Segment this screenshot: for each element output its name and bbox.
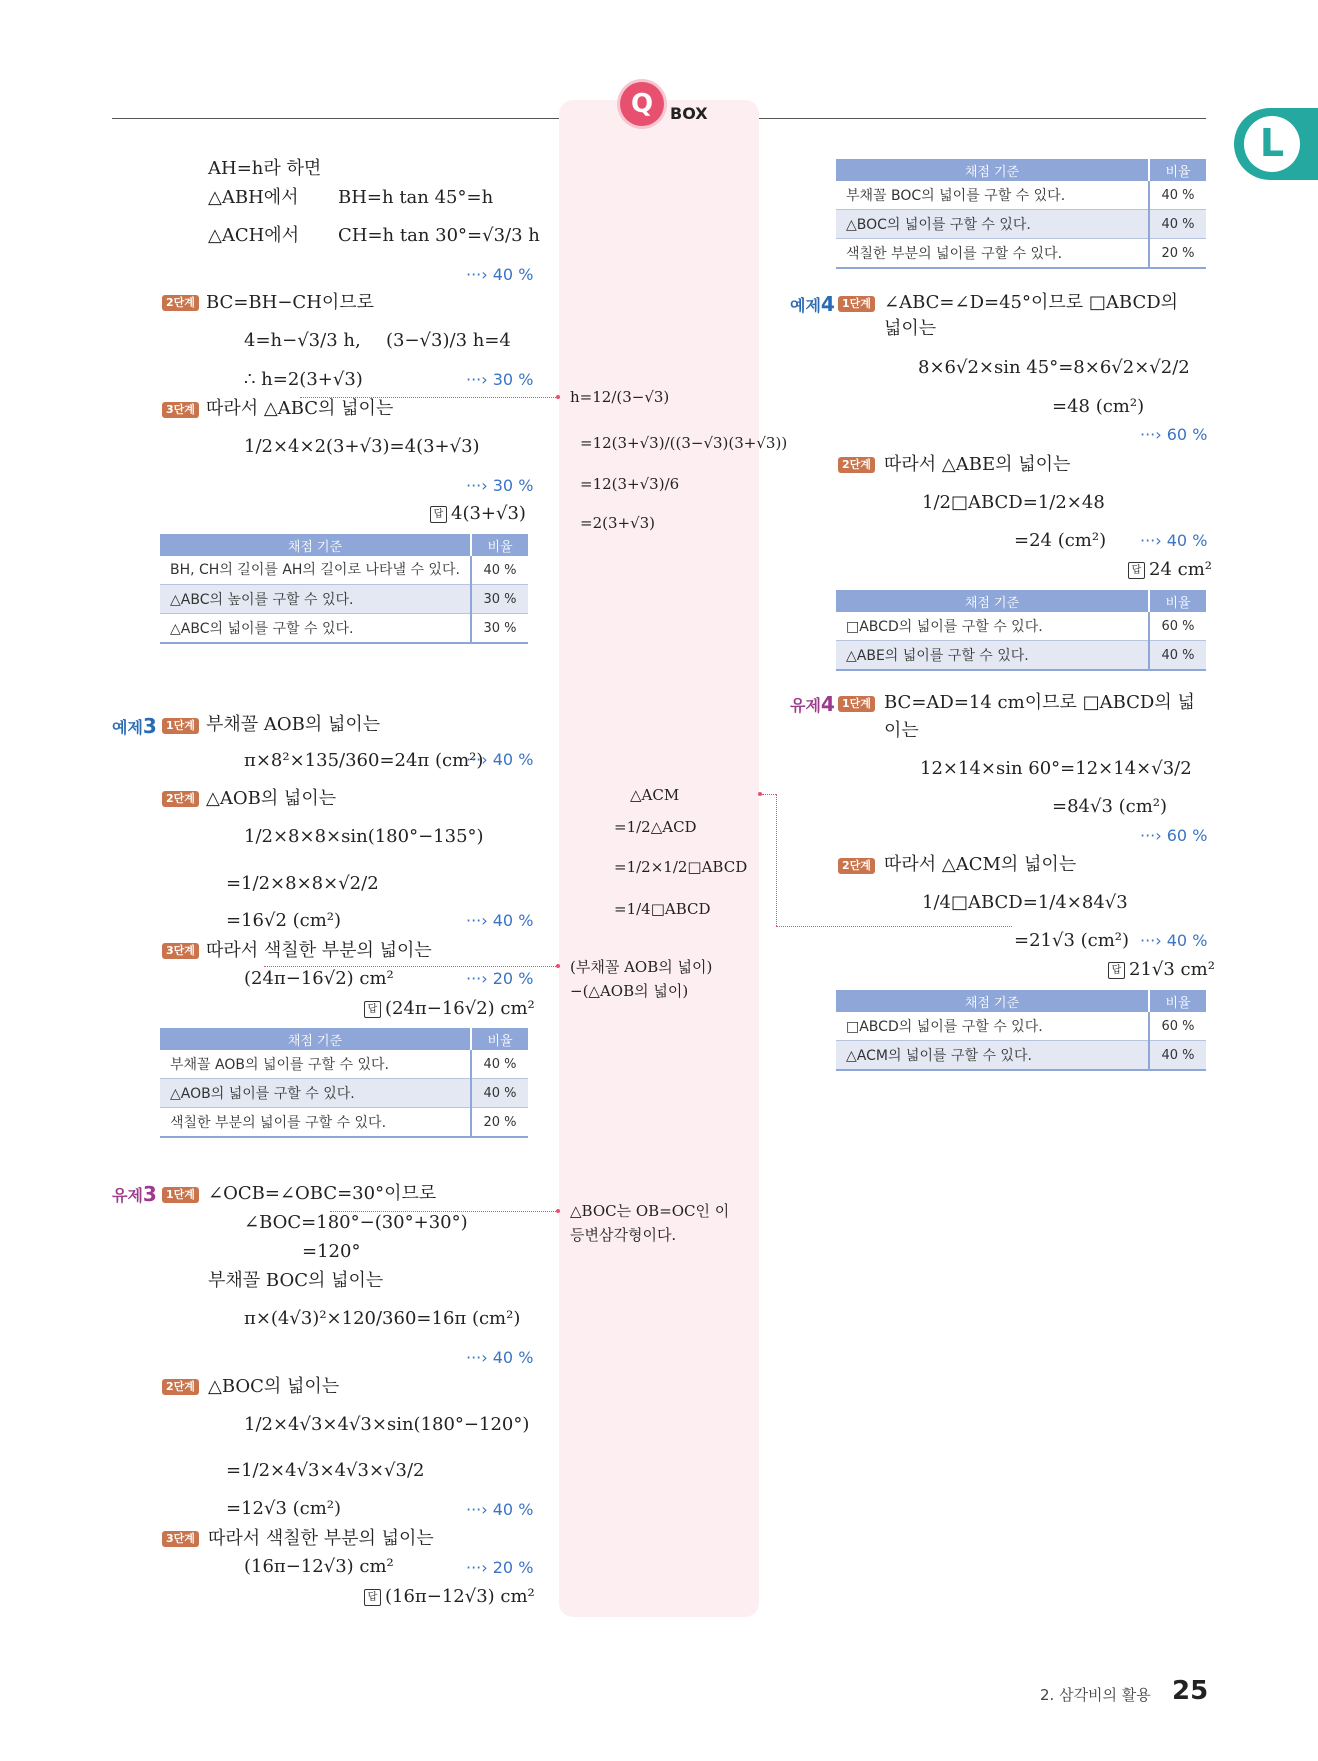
step-badge: 3단계 (162, 943, 199, 959)
box-note-line: =12(3+√3)/((3−√3)(3+√3)) (580, 434, 788, 452)
text-line: ∠ABC=∠D=45°이므로 □ABCD의 (884, 292, 1179, 313)
step-badge: 3단계 (162, 1531, 199, 1547)
text-line: =84√3 (cm²) (1052, 796, 1168, 817)
step-badge: 2단계 (838, 858, 875, 874)
text-line: 4=h−√3/3 h, (244, 330, 361, 351)
percent-label: ···› 40 % (466, 911, 534, 930)
text-line: 따라서 색칠한 부분의 넓이는 (208, 1528, 434, 1549)
table-cell: 부채꼴 BOC의 넓이를 구할 수 있다. (836, 181, 1149, 210)
text-line: =1/2×4√3×4√3×√3/2 (226, 1460, 425, 1481)
criteria-table-5 (836, 990, 1206, 1071)
answer-line (430, 503, 526, 525)
example-tag-number: 3 (142, 1182, 157, 1206)
text-line: 따라서 △ACM의 넓이는 (884, 854, 1077, 875)
text-line: BC=AD=14 cm이므로 □ABCD의 넓 (884, 692, 1195, 713)
text-line: BH=h tan 45°=h (338, 187, 494, 208)
step-badge: 3단계 (162, 402, 199, 418)
q-badge: Q (620, 82, 664, 126)
text-line: (3−√3)/3 h=4 (386, 330, 511, 351)
table-cell: 60 % (1149, 1012, 1206, 1041)
step-badge: 2단계 (162, 791, 199, 807)
step-badge: 2단계 (838, 457, 875, 473)
connector-line (300, 397, 558, 398)
text-line: △ABH에서 (208, 187, 299, 208)
example-tag (790, 692, 835, 716)
table-cell: 30 % (471, 585, 528, 614)
connector-line (330, 1211, 558, 1212)
text-line: 부채꼴 BOC의 넓이는 (208, 1270, 384, 1291)
text-line: =1/2×8×8×√2/2 (226, 873, 379, 894)
step-badge: 1단계 (838, 696, 875, 712)
answer-icon: 답 (1108, 962, 1125, 979)
box-note-line: =12(3+√3)/6 (580, 475, 680, 493)
text-line: △ACH에서 (208, 225, 300, 246)
text-line: π×(4√3)²×120/360=16π (cm²) (244, 1308, 521, 1329)
table-header: 비율 (471, 534, 528, 556)
table-header: 비율 (471, 1028, 528, 1050)
box-note-line: =1/4□ABCD (614, 900, 711, 918)
percent-label: ···› 60 % (1140, 425, 1208, 444)
table-header: 비율 (1149, 590, 1206, 612)
text-line: =12√3 (cm²) (226, 1498, 342, 1519)
text-line: 12×14×sin 60°=12×14×√3/2 (920, 758, 1192, 779)
text-line: 따라서 △ABE의 넓이는 (884, 454, 1071, 475)
percent-label: ···› 60 % (1140, 826, 1208, 845)
connector-dot (556, 1209, 560, 1213)
table-cell: 40 % (1149, 181, 1206, 210)
percent-label: ···› 20 % (466, 969, 534, 988)
percent-label: ···› 40 % (466, 1500, 534, 1519)
table-cell: □ABCD의 넓이를 구할 수 있다. (836, 612, 1149, 641)
box-note-line: △ACM (630, 786, 680, 804)
criteria-table-1 (160, 534, 528, 644)
step-badge: 2단계 (162, 295, 199, 311)
box-note-line: h=12/(3−√3) (570, 388, 670, 406)
text-line: 이는 (884, 720, 919, 741)
text-line: AH=h라 하면 (208, 158, 322, 179)
criteria-table-4 (836, 590, 1206, 671)
example-tag (112, 1182, 157, 1206)
box-note-line: =1/2△ACD (614, 818, 697, 836)
text-line: 부채꼴 AOB의 넓이는 (206, 714, 381, 735)
table-cell: □ABCD의 넓이를 구할 수 있다. (836, 1012, 1149, 1041)
table-cell: △ABC의 높이를 구할 수 있다. (160, 585, 471, 614)
box-note-line: =1/2×1/2□ABCD (614, 858, 748, 876)
example-tag-prefix: 예제 (790, 296, 821, 315)
percent-label: ···› 30 % (466, 370, 534, 389)
connector-line (762, 794, 776, 795)
answer-text: 24 cm² (1149, 559, 1212, 580)
text-line: (16π−12√3) cm² (244, 1556, 394, 1577)
text-line: 1/2□ABCD=1/2×48 (922, 492, 1105, 513)
table-cell: △BOC의 넓이를 구할 수 있다. (836, 210, 1149, 239)
table-cell: 30 % (471, 614, 528, 644)
step-badge: 1단계 (162, 718, 199, 734)
table-header: 채점 기준 (836, 590, 1149, 612)
percent-label: ···› 40 % (1140, 531, 1208, 550)
text-line: ∠BOC=180°−(30°+30°) (244, 1212, 468, 1233)
text-line: 1/2×8×8×sin(180°−135°) (244, 826, 484, 847)
example-tag-number: 3 (142, 714, 157, 738)
table-cell: 40 % (471, 1079, 528, 1108)
connector-line (776, 794, 777, 926)
table-cell: △ACM의 넓이를 구할 수 있다. (836, 1041, 1149, 1071)
box-note-line: −(△AOB의 넓이) (570, 982, 689, 1000)
answer-line (1128, 559, 1212, 581)
text-line: BC=BH−CH이므로 (206, 292, 375, 313)
box-label: BOX (670, 104, 708, 123)
footer-chapter: 2. 삼각비의 활용 (1040, 1686, 1151, 1704)
table-cell: 색칠한 부분의 넓이를 구할 수 있다. (160, 1108, 471, 1138)
table-cell: 40 % (1149, 210, 1206, 239)
text-line: 1/2×4√3×4√3×sin(180°−120°) (244, 1414, 530, 1435)
table-cell: 부채꼴 AOB의 넓이를 구할 수 있다. (160, 1050, 471, 1079)
text-line: △BOC의 넓이는 (208, 1376, 340, 1397)
table-cell: 40 % (1149, 641, 1206, 671)
answer-line (364, 998, 535, 1020)
example-tag (790, 292, 835, 316)
percent-label: ···› 20 % (466, 1558, 534, 1577)
text-line: CH=h tan 30°=√3/3 h (338, 225, 540, 246)
percent-label: ···› 30 % (466, 476, 534, 495)
table-header: 채점 기준 (836, 990, 1149, 1012)
example-tag-number: 4 (820, 292, 835, 316)
text-line: 따라서 색칠한 부분의 넓이는 (206, 940, 432, 961)
table-header: 채점 기준 (160, 1028, 471, 1050)
table-header: 채점 기준 (836, 159, 1149, 181)
answer-icon: 답 (1128, 562, 1145, 579)
connector-line (776, 926, 1012, 927)
text-line: △AOB의 넓이는 (206, 788, 337, 809)
answer-icon: 답 (364, 1001, 381, 1018)
box-note-line: △BOC는 OB=OC인 이 (570, 1202, 730, 1220)
step-badge: 1단계 (162, 1187, 199, 1203)
page-number: 25 (1172, 1676, 1209, 1706)
criteria-table-2 (160, 1028, 528, 1138)
table-header: 채점 기준 (160, 534, 471, 556)
text-line: π×8²×135/360=24π (cm²) (244, 750, 484, 771)
table-cell: 40 % (1149, 1041, 1206, 1071)
percent-label: ···› 40 % (466, 265, 534, 284)
table-header: 비율 (1149, 990, 1206, 1012)
table-header: 비율 (1149, 159, 1206, 181)
box-note-line: 등변삼각형이다. (570, 1226, 677, 1244)
header-rule-left (112, 118, 560, 119)
table-cell: 40 % (471, 556, 528, 585)
answer-text: (16π−12√3) cm² (385, 1586, 535, 1607)
table-cell: △AOB의 넓이를 구할 수 있다. (160, 1079, 471, 1108)
example-tag-number: 4 (820, 692, 835, 716)
example-tag-prefix: 유제 (112, 1186, 143, 1205)
table-cell: 40 % (471, 1050, 528, 1079)
step-badge: 2단계 (162, 1379, 199, 1395)
step-badge: 1단계 (838, 296, 875, 312)
connector-dot (556, 964, 560, 968)
table-cell: △ABC의 넓이를 구할 수 있다. (160, 614, 471, 644)
example-tag (112, 714, 157, 738)
example-tag-prefix: 예제 (112, 718, 143, 737)
percent-label: ···› 40 % (466, 750, 534, 769)
table-cell: △ABE의 넓이를 구할 수 있다. (836, 641, 1149, 671)
table-cell: 20 % (1149, 239, 1206, 269)
text-line: 1/4□ABCD=1/4×84√3 (922, 892, 1128, 913)
box-note-line: =2(3+√3) (580, 514, 656, 532)
percent-label: ···› 40 % (466, 1348, 534, 1367)
text-line: =21√3 (cm²) (1014, 930, 1130, 951)
answer-line (1108, 959, 1215, 981)
connector-line (264, 966, 558, 967)
text-line: ∠OCB=∠OBC=30°이므로 (208, 1183, 437, 1204)
text-line: 1/2×4×2(3+√3)=4(3+√3) (244, 436, 480, 457)
text-line: 따라서 △ABC의 넓이는 (206, 398, 394, 419)
text-line: (24π−16√2) cm² (244, 968, 394, 989)
text-line: =120° (302, 1241, 361, 1262)
box-note-line: (부채꼴 AOB의 넓이) (570, 958, 713, 976)
answer-icon: 답 (430, 506, 447, 523)
percent-label: ···› 40 % (1140, 931, 1208, 950)
answer-text: 21√3 cm² (1129, 959, 1215, 980)
text-line: 8×6√2×sin 45°=8×6√2×√2/2 (918, 357, 1190, 378)
text-line: =16√2 (cm²) (226, 910, 342, 931)
answer-text: (24π−16√2) cm² (385, 998, 535, 1019)
chapter-tab-letter: L (1259, 121, 1285, 165)
table-cell: BH, CH의 길이를 AH의 길이로 나타낼 수 있다. (160, 556, 471, 585)
table-cell: 20 % (471, 1108, 528, 1138)
text-line: ∴ h=2(3+√3) (244, 369, 363, 390)
text-line: =48 (cm²) (1052, 396, 1145, 417)
table-cell: 색칠한 부분의 넓이를 구할 수 있다. (836, 239, 1149, 269)
example-tag-prefix: 유제 (790, 696, 821, 715)
header-rule-right (758, 118, 1206, 119)
text-line: 넓이는 (884, 318, 937, 339)
criteria-table-3 (836, 159, 1206, 269)
answer-text: 4(3+√3) (451, 503, 526, 524)
answer-line (364, 1586, 535, 1608)
text-line: =24 (cm²) (1014, 530, 1107, 551)
table-cell: 60 % (1149, 612, 1206, 641)
answer-icon: 답 (364, 1589, 381, 1606)
connector-dot (556, 395, 560, 399)
